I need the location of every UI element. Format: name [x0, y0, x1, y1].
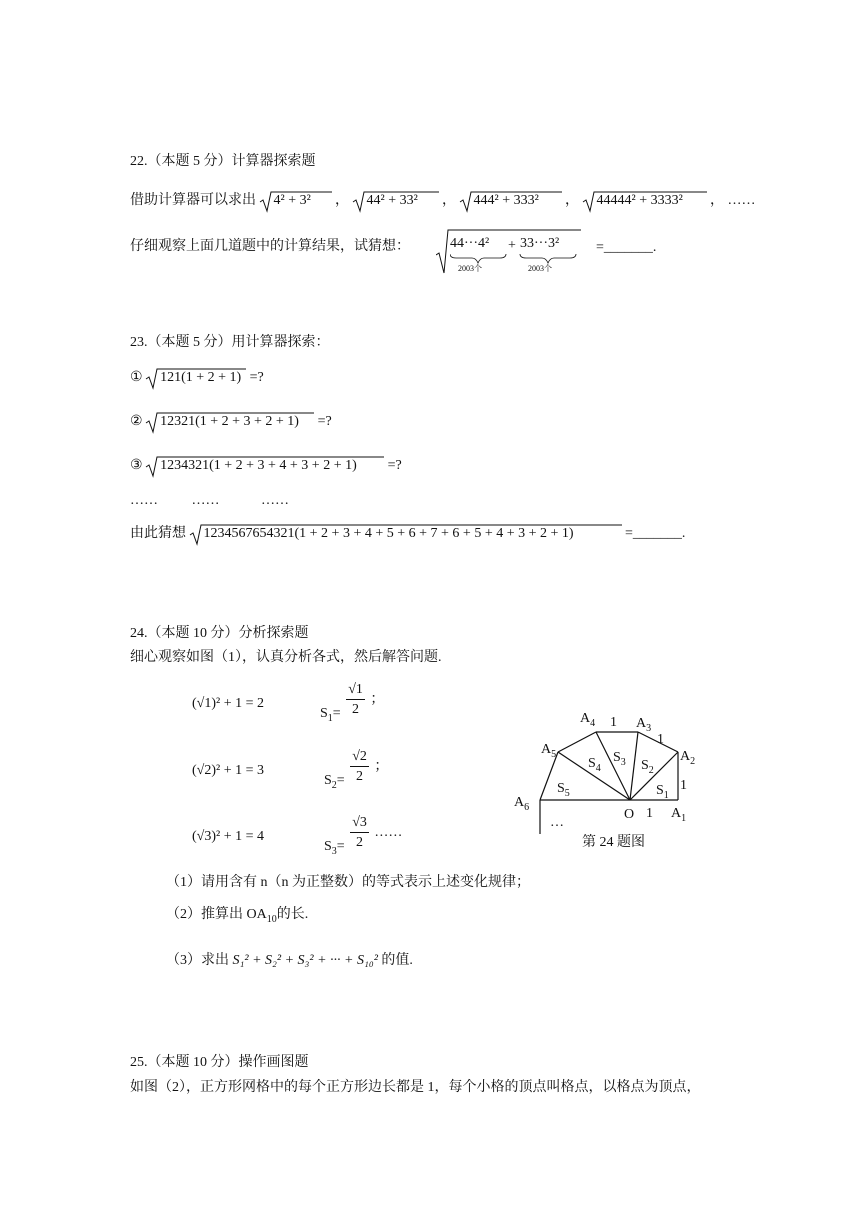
- q22-line2: [130, 240, 410, 254]
- q24-s2: $S_2=$ $\frac{√2}{2}$ ；: [324, 749, 389, 792]
- q25-line1: 如图（2），正方形网格中的每个正方形边长都是 1，每个小格的顶点叫格点，以格点为顶点，: [130, 1080, 701, 1095]
- q22-sqrt-3: 444² + 333²: [460, 191, 562, 211]
- q22-line2-prefix: 仔细观察上面几道题中的计算结果，试猜想：: [130, 239, 410, 254]
- q22-title: 22.（本题 5 分）计算器探索题: [130, 154, 316, 169]
- q22-conjecture-expr: 44···4² + 33···3² 2003个 2003个 =_______.: [436, 229, 666, 277]
- q22-sqrt-4: 44444² + 3333²: [583, 191, 707, 211]
- q23-item-3: ③ 1234321(1 + 2 + 3 + 4 + 3 + 2 + 1) =?: [130, 456, 402, 476]
- q24-part-1: （1）请用含有 n（n 为正整数）的等式表示上述变化规律；: [166, 875, 530, 890]
- q24-part-3: （3）求出 S₁² + S₂² + S₃² + ··· + S₁₀² 的值.: [166, 953, 413, 968]
- q24-intro: 细心观察如图（1），认真分析各式，然后解答问题.: [130, 650, 442, 665]
- figure-caption: 第 24 题图: [582, 835, 645, 850]
- q24-eq-2: (√2)² + 1 = 3: [192, 763, 264, 778]
- q22-line1: 借助计算器可以求出 4² + 3² ， 44² + 33² ， 444² + 333² ， 44444² + 3333² ， ……: [130, 191, 756, 211]
- q24-s1: $S_1=$ $\frac{√1}{2}$ ；: [320, 682, 385, 725]
- q22-sqrt-2: 44² + 33²: [353, 191, 439, 211]
- q23-item-1: ① 121(1 + 2 + 1) =?: [130, 368, 264, 388]
- q23-guess: 由此猜想 1234567654321(1 + 2 + 3 + 4 + 5 + 6 + 7 + 6 + 5 + 4 + 3 + 2 + 1) =_______.: [130, 524, 685, 544]
- q25-title: 25.（本题 10 分）操作画图题: [130, 1055, 309, 1070]
- q23-title: 23.（本题 5 分）用计算器探索：: [130, 335, 330, 350]
- q23-item-2: ② 12321(1 + 2 + 3 + 2 + 1) =?: [130, 412, 332, 432]
- q22-line1-prefix: 借助计算器可以求出: [130, 193, 256, 209]
- q23-dots: …… …… ……: [130, 493, 289, 508]
- q24-s3: $S_3=$ $\frac{√3}{2}$ ……: [324, 815, 403, 858]
- q24-title: 24.（本题 10 分）分析探索题: [130, 626, 309, 641]
- q24-eq-3: (√3)² + 1 = 4: [192, 829, 264, 844]
- q24-eq-1: (√1)² + 1 = 2: [192, 696, 264, 711]
- q22-sqrt-1: 4² + 3²: [260, 191, 332, 211]
- q24-figure: $A_4$ 1 $A_3$ 1 $A_5$ $A_2$ $S_3$ $S_4$ $S_2$ 1 $S_5$ $S_1$ $A_6$ O 1 $A_1$ … 第 24 题图: [510, 708, 720, 858]
- q24-part-2: （2）推算出 $OA_{10}$的长.: [166, 907, 309, 925]
